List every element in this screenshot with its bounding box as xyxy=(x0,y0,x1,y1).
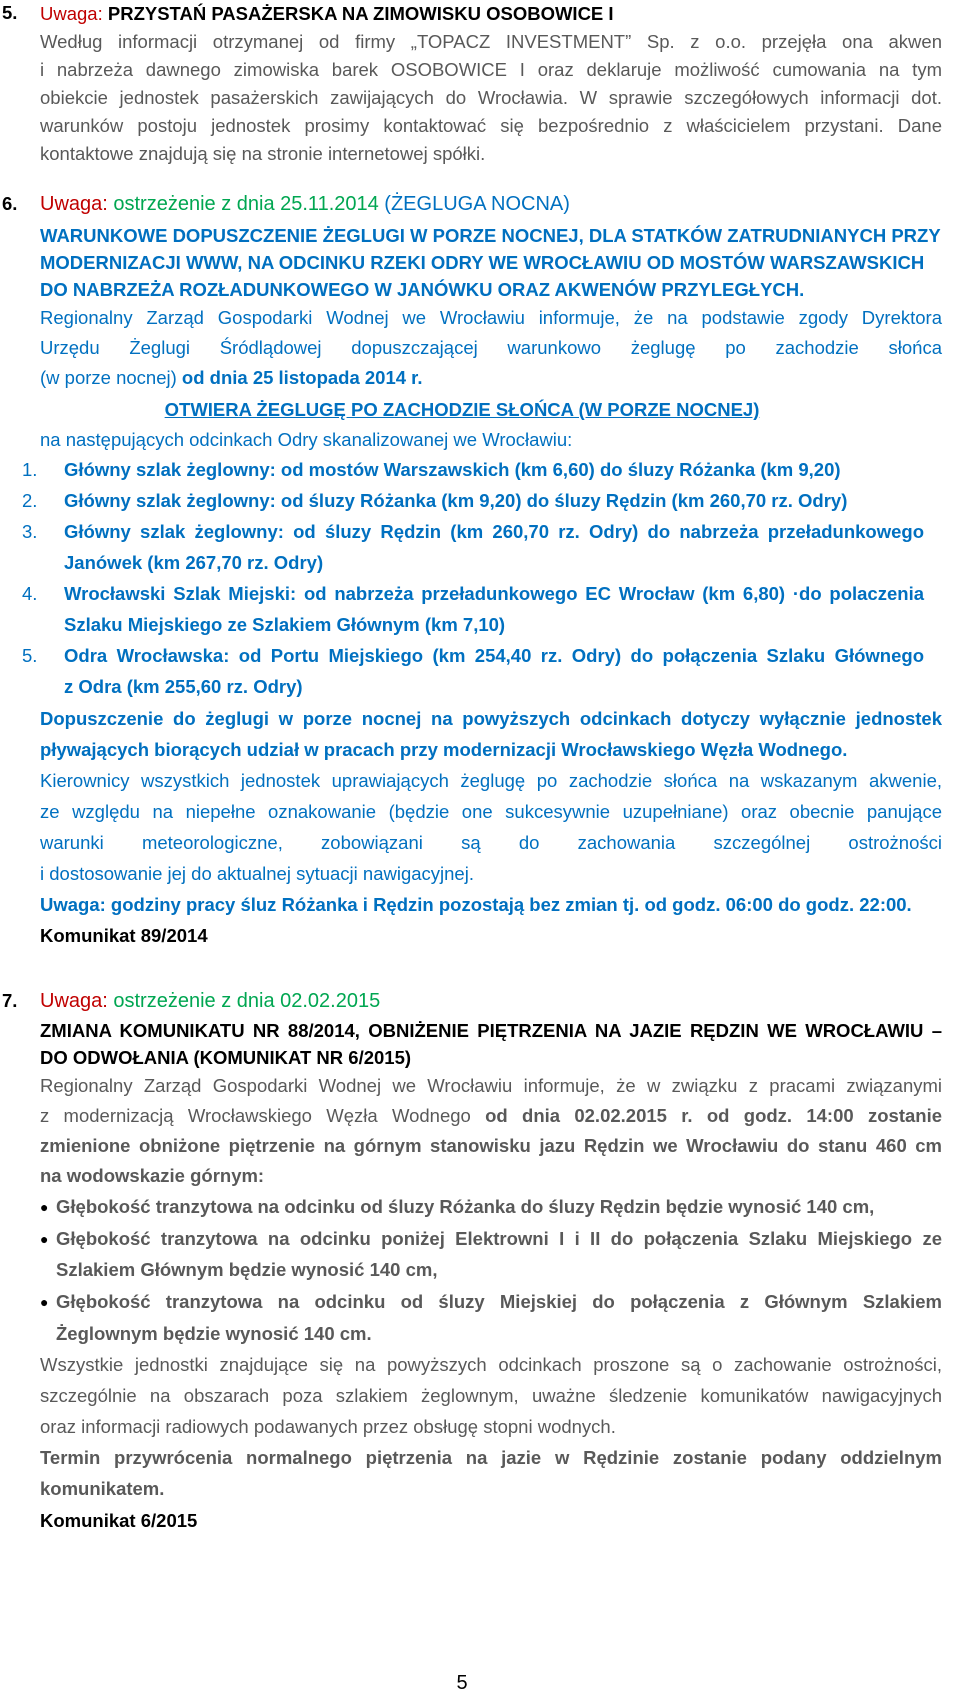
list-text: Główny szlak żeglowny: od śluzy Rędzin (km 260,70 rz. Odry) do nabrzeża przeładunkowego xyxy=(64,521,924,542)
bullet-text: Żeglownym będzie wynosić 140 cm. xyxy=(56,1323,372,1344)
paragraph-line: Wszystkie jednostki znajdujące się na powyższych odcinkach proszone są o zachowanie ostrożności, xyxy=(40,1354,942,1375)
paragraph-line: pływających biorących udział w pracach przy modernizacji Wrocławskiego Węzła Wodnego. xyxy=(40,739,848,760)
warning-label: Uwaga: xyxy=(40,193,108,215)
bullet-icon: ● xyxy=(40,1294,49,1310)
bullet-text: Głębokość tranzytowa na odcinku poniżej Elektrowni I i II do połączenia Szlaku Miejskiego ze xyxy=(56,1228,942,1249)
list-text: Odra Wrocławska: od Portu Miejskiego (km 254,40 rz. Odry) do połączenia Szlaku Głównego xyxy=(64,645,924,666)
komunikat-ref: Komunikat 6/2015 xyxy=(40,1510,198,1531)
warning-label: Uwaga: xyxy=(40,990,108,1012)
bullet-text: Szlakiem Głównym będzie wynosić 140 cm, xyxy=(56,1259,438,1280)
paragraph-line xyxy=(40,1102,942,1130)
warning-date: ostrzeżenie z dnia 25.11.2014 xyxy=(113,193,379,215)
paragraph-line: ze względu na niepełne oznakowanie (będzie one sukcesywnie uzupełniane) oraz obecnie panujące xyxy=(40,801,942,822)
paragraph-line: obiekcie jednostek pasażerskich zawijających do Wrocławia. W sprawie szczegółowych informacji dot. xyxy=(40,87,942,108)
section-title xyxy=(40,0,614,28)
bullet-text: Głębokość tranzytowa na odcinku od śluzy Różanka do śluzy Rędzin będzie wynosić 140 cm, xyxy=(56,1196,875,1217)
paragraph-line: kontaktowe znajdują się na stronie internetowej spółki. xyxy=(40,143,486,164)
paragraph-line: warunki meteorologiczne, zobowiązani są do zachowania szczególnej ostrożności xyxy=(40,832,942,853)
paragraph-line: Regionalny Zarząd Gospodarki Wodnej we Wrocławiu informuje, że w związku z pracami związanymi xyxy=(40,1075,942,1096)
bullet-text: Głębokość tranzytowa na odcinku od śluzy Miejskiej do połączenia z Głównym Szlakiem xyxy=(56,1291,942,1312)
paragraph-line: Regionalny Zarząd Gospodarki Wodnej we Wrocławiu informuje, że na podstawie zgody Dyrektora xyxy=(40,307,942,328)
list-number: 3. xyxy=(22,521,38,542)
warning-date: ostrzeżenie z dnia 02.02.2015 xyxy=(113,990,381,1012)
paragraph-line: na wodowskazie górnym: xyxy=(40,1165,265,1186)
paragraph-text: (w porze nocnej) xyxy=(40,367,182,388)
bullet-icon: ● xyxy=(40,1199,49,1215)
heading-line: WARUNKOWE DOPUSZCZENIE ŻEGLUGI W PORZE NOCNEJ, DLA STATKÓW ZATRUDNIANYCH PRZY xyxy=(40,225,941,246)
centered-announcement: OTWIERA ŻEGLUGĘ PO ZACHODZIE SŁOŃCA (W PORZE NOCNEJ) xyxy=(164,399,760,420)
list-text: Janówek (km 267,70 rz. Odry) xyxy=(64,552,324,573)
paragraph-bold: od dnia 02.02.2015 r. od godz. 14:00 zostanie xyxy=(485,1105,942,1126)
paragraph-date: od dnia 25 listopada 2014 r. xyxy=(181,367,423,388)
paragraph-line: Dopuszczenie do żeglugi w porze nocnej na powyższych odcinkach dotyczy wyłącznie jednostek xyxy=(40,708,942,729)
section-number: 5. xyxy=(2,2,18,23)
list-number: 1. xyxy=(22,459,38,480)
section-number: 7. xyxy=(2,990,18,1011)
list-text: z Odra (km 255,60 rz. Odry) xyxy=(64,676,303,697)
paragraph-line: komunikatem. xyxy=(40,1478,165,1499)
warning-label: Uwaga: xyxy=(40,3,103,24)
list-number: 5. xyxy=(22,645,38,666)
hours-note: Uwaga: godziny pracy śluz Różanka i Rędzin pozostają bez zmian tj. od godz. 06:00 do godz. 22:00. xyxy=(40,894,912,915)
heading-line: ZMIANA KOMUNIKATU NR 88/2014, OBNIŻENIE PIĘTRZENIA NA JAZIE RĘDZIN WE WROCŁAWIU – xyxy=(40,1020,942,1041)
paragraph-text: z modernizacją Wrocławskiego Węzła Wodnego xyxy=(40,1105,486,1126)
list-text: Główny szlak żeglowny: od śluzy Różanka (km 9,20) do śluzy Rędzin (km 260,70 rz. Odry) xyxy=(64,490,848,511)
list-text: Szlaku Miejskiego ze Szlakiem Głównym (km 7,10) xyxy=(64,614,506,635)
paragraph-line: warunków postoju jednostek prosimy kontaktować się bezpośrednio z właścicielem przystani. Dane xyxy=(40,115,942,136)
bullet-icon: ● xyxy=(40,1231,49,1247)
komunikat-ref: Komunikat 89/2014 xyxy=(40,925,208,946)
paragraph-line: Kierownicy wszystkich jednostek uprawiających żeglugę po zachodzie słońca na wskazanym akwenie, xyxy=(40,770,942,791)
list-number: 2. xyxy=(22,490,38,511)
list-text: Główny szlak żeglowny: od mostów Warszawskich (km 6,60) do śluzy Różanka (km 9,20) xyxy=(64,459,841,480)
heading-line: MODERNIZACJI WWW, NA ODCINKU RZEKI ODRY WE WROCŁAWIU OD MOSTÓW WARSZAWSKICH xyxy=(40,252,925,273)
paragraph-line: Według informacji otrzymanej od firmy „TOPACZ INVESTMENT” Sp. z o.o. przejęła ona akwen xyxy=(40,31,942,52)
section-number: 6. xyxy=(2,193,18,214)
warning-topic: (ŻEGLUGA NOCNA) xyxy=(378,193,570,215)
paragraph-line: oraz informacji radiowych podawanych przez obsługę stopni wodnych. xyxy=(40,1416,616,1437)
page-number: 5 xyxy=(456,1672,468,1694)
list-number: 4. xyxy=(22,583,38,604)
section-title xyxy=(40,987,380,1015)
paragraph-line: Urzędu Żeglugi Śródlądowej dopuszczającej warunkowo żeglugę po zachodzie słońca xyxy=(40,337,942,358)
paragraph-line: i nabrzeża dawnego zimowiska barek OSOBOWICE I oraz deklaruje możliwość cumowania na tym xyxy=(40,59,942,80)
section-heading: PRZYSTAŃ PASAŻERSKA NA ZIMOWISKU OSOBOWICE I xyxy=(107,3,614,24)
paragraph-line xyxy=(40,364,423,392)
paragraph-line: i dostosowanie jej do aktualnej sytuacji nawigacyjnej. xyxy=(40,863,474,884)
heading-line: DO NABRZEŻA ROZŁADUNKOWEGO W JANÓWKU ORAZ AKWENÓW PRZYLEGŁYCH. xyxy=(40,279,805,300)
paragraph-line: szczególnie na obszarach poza szlakiem żeglownym, uważne śledzenie komunikatów nawigacyjnych xyxy=(40,1385,942,1406)
paragraph-line: zmienione obniżone piętrzenie na górnym stanowisku jazu Rędzin we Wrocławiu do stanu 460 cm xyxy=(40,1135,942,1156)
section-title xyxy=(40,190,570,218)
paragraph-line: Termin przywrócenia normalnego piętrzenia na jazie w Rędzinie zostanie podany oddzielnym xyxy=(40,1447,942,1468)
paragraph-line: na następujących odcinkach Odry skanalizowanej we Wrocławiu: xyxy=(40,429,573,450)
heading-line: DO ODWOŁANIA (KOMUNIKAT NR 6/2015) xyxy=(40,1047,412,1068)
list-text: Wrocławski Szlak Miejski: od nabrzeża przeładunkowego EC Wrocław (km 6,80) ·do polaczenia xyxy=(64,583,924,604)
